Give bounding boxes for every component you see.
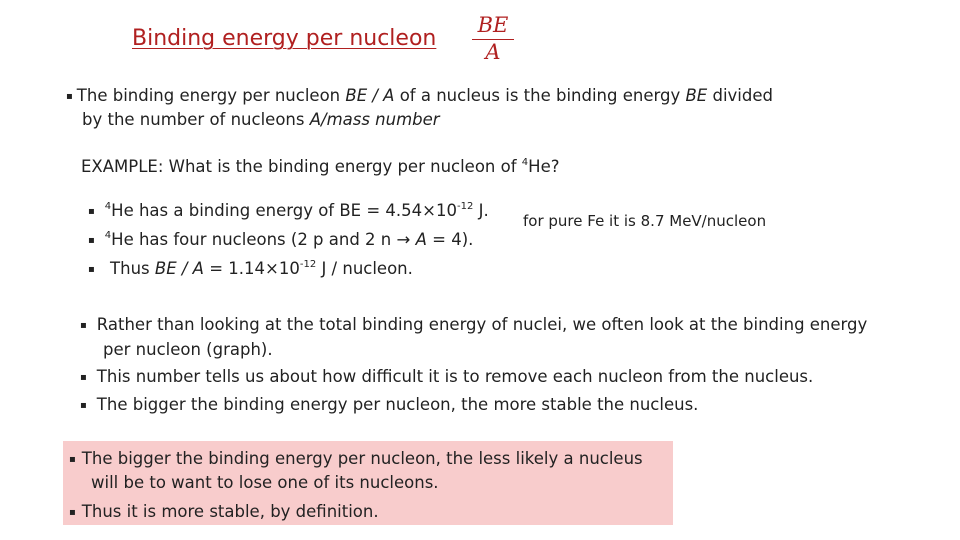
superscript: 4 [104, 230, 112, 241]
item-text-italic: A [415, 230, 427, 249]
bullet-icon: ▪ [88, 235, 95, 246]
item-text: = 1.14 [203, 259, 266, 278]
item-text: = 4). [426, 230, 474, 249]
list-item-continuation: per nucleon (graph). [103, 340, 273, 359]
bullet-icon: ▪ [69, 454, 76, 465]
exponent: -12 [457, 201, 474, 212]
item-text-italic: BE / A [154, 259, 204, 278]
item-text: 10 [436, 201, 457, 220]
times-sign: × [422, 201, 436, 220]
formula-denominator: A [485, 40, 501, 64]
example-list [88, 197, 489, 284]
list-item [69, 447, 643, 471]
highlight-box [63, 441, 673, 525]
item-text: Thus it is more stable, by definition. [81, 502, 379, 521]
list-item [69, 500, 379, 524]
item-text: J. [473, 201, 489, 220]
item-text: J / nucleon. [316, 259, 413, 278]
summary-list [80, 313, 867, 418]
list-item [80, 313, 867, 338]
example-superscript: 4 [521, 157, 529, 168]
times-sign: × [265, 259, 279, 278]
definition-text-italic: A/mass number [309, 110, 440, 129]
list-item [88, 226, 489, 255]
item-text: Thus [104, 259, 155, 278]
definition-line-1 [66, 84, 773, 108]
definition-text: of a nucleus is the binding energy [394, 86, 686, 105]
definition-text: by the number of nucleons [82, 110, 310, 129]
slide-title: Binding energy per nucleon [132, 26, 437, 51]
bullet-icon: ▪ [69, 507, 76, 518]
bullet-icon: ▪ [88, 206, 95, 217]
example-text: He? [528, 157, 560, 176]
be-over-a-formula [472, 14, 514, 64]
definition-text-italic: BE [685, 86, 708, 105]
item-text: Rather than looking at the total binding energy of nuclei, we often look at the binding energy [96, 315, 868, 334]
item-text: He has a binding energy of BE = 4.54 [111, 201, 423, 220]
item-text: This number tells us about how difficult it is to remove each nucleon from the nucleus. [96, 367, 814, 386]
item-text: He has four nucleons (2 p and 2 n → [111, 230, 416, 249]
item-text: The bigger the binding energy per nucleon, the more stable the nucleus. [96, 395, 699, 414]
item-text: 10 [278, 259, 300, 278]
bullet-icon: ▪ [88, 264, 95, 275]
example-text: EXAMPLE: What is the binding energy per nucleon of [81, 157, 522, 176]
bullet-icon: ▪ [66, 91, 73, 102]
definition-line-2 [82, 108, 440, 131]
definition-text-italic: BE / A [345, 86, 395, 105]
list-item [80, 393, 867, 418]
example-question [81, 155, 559, 178]
superscript: 4 [104, 201, 112, 212]
bullet-icon: ▪ [80, 372, 87, 383]
list-item [88, 255, 489, 284]
fe-note: for pure Fe it is 8.7 MeV/nucleon [523, 212, 767, 230]
formula-numerator: BE [477, 13, 509, 37]
bullet-icon: ▪ [80, 320, 87, 331]
definition-text: divided [707, 86, 773, 105]
list-item-continuation: will be to want to lose one of its nucleons. [91, 473, 439, 492]
item-text: The bigger the binding energy per nucleon, the less likely a nucleus [81, 449, 643, 468]
definition-text: The binding energy per nucleon [76, 86, 346, 105]
exponent: -12 [299, 259, 317, 270]
bullet-icon: ▪ [80, 400, 87, 411]
list-item [88, 197, 489, 226]
list-item [80, 365, 867, 390]
